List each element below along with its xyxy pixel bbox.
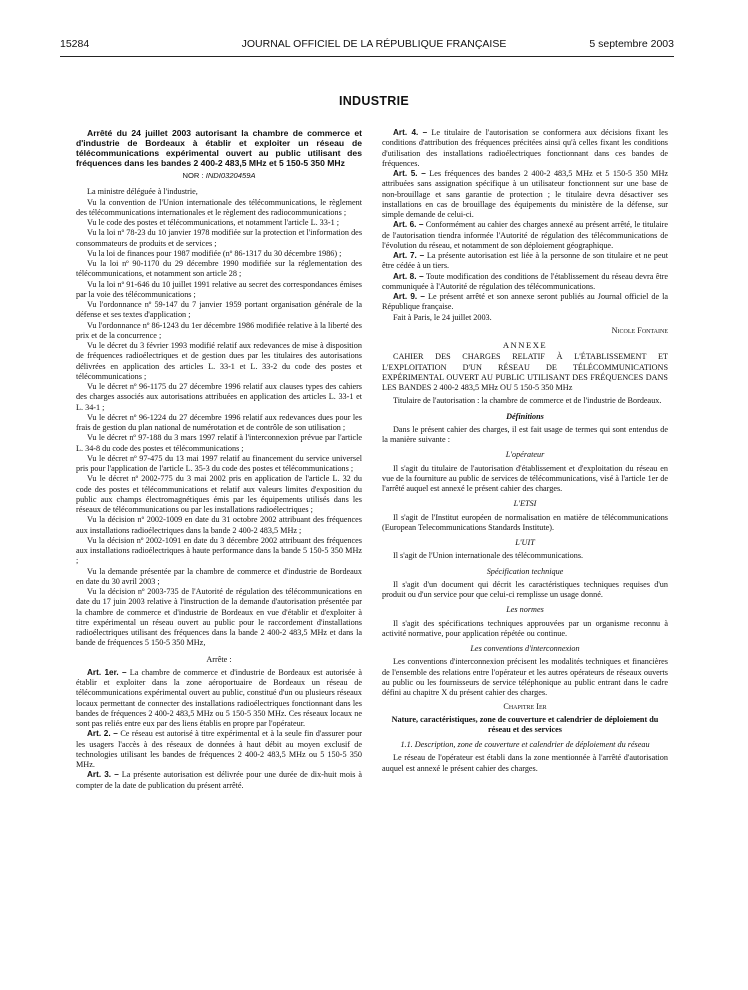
article-label: Art. 8. – xyxy=(393,271,424,281)
visa-paragraph: Vu le décret nº 97-188 du 3 mars 1997 relatif à l'interconnexion prévue par l'article L. 34-8 du code des postes et télécommunications ; xyxy=(76,433,362,453)
article-label: Art. 4. – xyxy=(393,128,428,137)
definition-term: L'ETSI xyxy=(513,499,537,509)
signature: Nicole Fontaine xyxy=(611,325,668,335)
decree-title: Arrêté du 24 juillet 2003 autorisant la chambre de commerce et d'industrie de Bordeaux à établir et exploiter un réseau de télécommunications expérimental ouvert au public utilisant des fréquences dans les bandes 2 400-2 483,5 MHz et 5 150-5 350 MHz xyxy=(76,128,362,168)
place-date: Fait à Paris, le 24 juillet 2003. xyxy=(393,312,492,322)
journal-title: JOURNAL OFFICIEL DE LA RÉPUBLIQUE FRANÇAISE xyxy=(241,38,507,50)
article-text: Conformément au cahier des charges annexé au présent arrêté, le titulaire de l'autorisation tiendra informée l'Autorité de régulation des télécommunications de l'évolution du réseau, et notamment de son déploiement géographique. xyxy=(382,220,668,250)
visa-paragraph: Vu la convention de l'Union internationale des télécommunications, le règlement des télécommunications internationales et le règlement des radiocommunications ; xyxy=(76,197,362,217)
article xyxy=(382,292,668,313)
visa-paragraph: Vu la décision nº 2002-1091 en date du 3 décembre 2002 attribuant des fréquences aux installations radioélectriques à haute performance dans la bande 5 150-5 350 MHz ; xyxy=(76,535,362,566)
article-label: Art. 9. – xyxy=(393,292,425,301)
visa-paragraph: Vu le décret nº 2002-775 du 3 mai 2002 pris en application de l'article L. 32 du code des postes et télécommunications et relatif aux valeurs limites d'exposition du public aux champs électromagnétiques émis par les équipements utilisés dans les réseaux de télécommunications ou par les installations radioélectriques ; xyxy=(76,474,362,514)
definition-text: Il s'agit du titulaire de l'autorisation d'établissement et d'exploitation du réseau en vue de la fourniture au public de services de télécommunications, visé à l'article 1er de l'arrêté auquel est annexé le présent cahier des charges. xyxy=(382,463,668,493)
definition-text: Les conventions d'interconnexion précisent les modalités techniques et financières de l'ensemble des relations entre l'opérateur et les autres opérateurs de réseaux ouverts au public ou les fournisseurs de service téléphonique au public entrant dans le cadre défini au chapitre X du présent cahier des charges. xyxy=(382,657,668,697)
article xyxy=(382,272,668,293)
definition-text: Il s'agit de l'Union internationale des télécommunications. xyxy=(393,551,584,561)
arrete-label: Arrête : xyxy=(206,654,232,664)
article-label: Art. 1er. – xyxy=(87,667,127,677)
article-label: Art. 7. – xyxy=(393,251,425,260)
visa-paragraph: Vu la loi nº 90-1170 du 29 décembre 1990 modifiée sur la réglementation des télécommunications, et notamment son article 28 ; xyxy=(76,259,362,279)
subsection-title: 1.1. Description, zone de couverture et calendrier de déploiement du réseau xyxy=(400,740,650,749)
nor-value: INDI0320459A xyxy=(205,171,256,180)
definition-text: Il s'agit des spécifications techniques approuvées par un organisme reconnu à activité normative, pour application répétée ou continue. xyxy=(382,618,668,638)
article-label: Art. 3. – xyxy=(87,770,119,780)
article xyxy=(76,729,362,770)
visa-paragraph: Vu la loi de finances pour 1987 modifiée (nº 86-1317 du 30 décembre 1986) ; xyxy=(87,248,342,258)
visa-paragraph: La ministre déléguée à l'industrie, xyxy=(87,187,198,197)
visa-paragraph: Vu la décision nº 2003-735 de l'Autorité de régulation des télécommunications en date du 17 juin 2003 relative à l'instruction de la demande d'autorisation présentée par la chambre de commerce et d'industrie de Bordeaux en vue d'établir et d'exploiter à titre expérimental un réseau ouvert au public pour le raccordement d'installations radioélectriques utilisant des fréquences dans la bande 2 400-2 483,5 MHz et dans la bande de fréquences 5 150-5 350 MHz, xyxy=(76,587,362,648)
article-text: La chambre de commerce et d'industrie de Bordeaux est autorisée à établir et exploiter dans la zone aéroportuaire de Bordeaux un réseau de télécommunications expérimental ouvert au public, constitué d'un ou plusieurs réseaux locaux permettant de connecter des installations radioélectriques fonctionnant dans les bandes de fréquences 2 400-2 483,5 MHz ou 5 150-5 350 MHz. Ces réseaux locaux ne sont pas reliés entre eux par des liens établis en propre par l'opérateur. xyxy=(76,667,362,728)
annexe-title: ANNEXE xyxy=(502,340,548,350)
visa-paragraph: Vu la loi nº 91-646 du 10 juillet 1991 relative au secret des correspondances émises par la voie des télécommunications ; xyxy=(76,279,362,299)
nor-label: NOR : xyxy=(182,171,204,180)
definition-term: Les normes xyxy=(506,605,544,615)
article xyxy=(76,770,362,791)
annexe-heading: CAHIER DES CHARGES RELATIF À L'ÉTABLISSEMENT ET L'EXPLOITATION D'UN RÉSEAU DE TÉLÉCOMMUNICATIONS EXPÉRIMENTAL OUVERT AU PUBLIC UTILISANT DES FRÉQUENCES DANS LES BANDES 2 400-2 483,5 MHz OU 5 150-5 350 MHz xyxy=(382,352,668,392)
section-title: INDUSTRIE xyxy=(338,94,410,108)
header-rule xyxy=(60,56,674,57)
visa-paragraph: Vu la demande présentée par la chambre de commerce et d'industrie de Bordeaux en date du 30 avril 2003 ; xyxy=(76,566,362,586)
article-text: Le titulaire de l'autorisation se conformera aux décisions fixant les conditions d'attribution des fréquences précitées ainsi qu'à celles fixant les conditions d'utilisation des installations radioélectriques fonctionnant dans ces bandes de fréquences. xyxy=(382,128,668,168)
definitions-list xyxy=(382,450,668,698)
article-label: Art. 2. – xyxy=(87,729,118,739)
article-text: La présente autorisation est liée à la personne de son titulaire et ne peut être cédée à un tiers. xyxy=(382,251,668,271)
definition-term: L'opérateur xyxy=(505,450,545,460)
article-label: Art. 6. – xyxy=(393,220,424,230)
article-text: Ce réseau est autorisé à titre expérimental et à la seule fin d'assurer pour les usagers l'accès à des réseaux de données à haut débit au moyen exclusif de technologies utilisant les bandes de fréquences 2 400-2 483,5 MHz ou 5 150-5 350 MHz. xyxy=(76,729,362,769)
visa-paragraph: Vu la loi nº 78-23 du 10 janvier 1978 modifiée sur la protection et l'information des consommateurs de produits et de services ; xyxy=(76,228,362,248)
article-text: Les fréquences des bandes 2 400-2 483,5 MHz et 5 150-5 350 MHz attribuées sans assignation spécifique à un utilisateur fonctionnent sur une base de non-brouillage et sans garantie de protection ; le titulaire devra désactiver ses installations en cas de brouillage des équipements du ministère de la défense, sur simple demande de celui-ci. xyxy=(382,169,668,219)
article xyxy=(382,169,668,220)
visa-paragraph: Vu l'ordonnance nº 86-1243 du 1er décembre 1986 modifiée relative à la liberté des prix et de la concurrence ; xyxy=(76,320,362,340)
article-text: Toute modification des conditions de l'établissement du réseau devra être communiquée à l'Autorité de régulation des télécommunications. xyxy=(382,271,668,291)
page-header xyxy=(0,38,748,52)
visa-paragraph: Vu le décret nº 96-1175 du 27 décembre 1996 relatif aux clauses types des cahiers des charges associés aux autorisations attribuées en application des articles L. 33-1 et L. 34-1 ; xyxy=(76,382,362,412)
nor-reference xyxy=(76,171,362,181)
article-label: Art. 5. – xyxy=(393,169,426,178)
visa-paragraph: Vu le décret du 3 février 1993 modifié relatif aux redevances de mise à disposition de fréquences radioélectriques et de gestion dues par les titulaires des autorisations délivrées en application des articles L. 33-1 et L. 33-2 du code des postes et télécommunications ; xyxy=(76,341,362,381)
chapter-title: Nature, caractéristiques, zone de couverture et calendrier de déploiement du réseau et des services xyxy=(391,714,659,734)
right-column xyxy=(382,128,668,774)
article-text: La présente autorisation est délivrée pour une durée de dix-huit mois à compter de la date de publication du présent arrêté. xyxy=(76,770,363,790)
definition-term: Spécification technique xyxy=(486,566,564,576)
left-column xyxy=(76,128,362,791)
visa-paragraph: Vu l'ordonnance nº 59-147 du 7 janvier 1959 portant organisation générale de la défense et ses textes d'application ; xyxy=(76,300,362,320)
visa-paragraph: Vu le décret nº 97-475 du 13 mai 1997 relatif au financement du service universel pris pour l'application de l'article L. 35-3 du code des postes et télécommunications ; xyxy=(76,453,362,473)
article xyxy=(382,251,668,272)
issue-date: 5 septembre 2003 xyxy=(589,38,674,50)
page-number: 15284 xyxy=(60,38,90,50)
visas-list xyxy=(76,187,362,648)
right-articles xyxy=(382,128,668,313)
titulaire: Titulaire de l'autorisation : la chambre de commerce et de l'industrie de Bordeaux. xyxy=(393,396,662,406)
article xyxy=(382,220,668,251)
article-text: Le présent arrêté et son annexe seront publiés au Journal officiel de la République française. xyxy=(382,292,668,312)
visa-paragraph: Vu le décret nº 96-1224 du 27 décembre 1996 relatif aux redevances dues pour les frais de gestion du plan national de numérotation et de contrôle de son utilisation ; xyxy=(76,412,362,432)
article xyxy=(76,668,362,730)
article xyxy=(382,128,668,169)
definitions-intro: Dans le présent cahier des charges, il est fait usage de termes qui sont entendus de la manière suivante : xyxy=(382,424,668,444)
definition-term: L'UIT xyxy=(515,538,535,547)
definitions-title: Définitions xyxy=(506,411,544,421)
definition-term: Les conventions d'interconnexion xyxy=(470,644,580,653)
left-articles xyxy=(76,668,362,791)
visa-paragraph: Vu la décision nº 2002-1009 en date du 31 octobre 2002 attribuant des fréquences aux installations radioélectriques dans la bande 2 400-2 483,5 MHz ; xyxy=(76,515,362,535)
definition-text: Il s'agit de l'Institut européen de normalisation en matière de télécommunications (European Telecommunications Standards Institute). xyxy=(382,512,668,532)
chapter-label: Chapitre Ier xyxy=(503,702,547,712)
subsection-text: Le réseau de l'opérateur est établi dans la zone mentionnée à l'arrêté d'autorisation auquel est annexé le présent cahier des charges. xyxy=(382,753,668,773)
definition-text: Il s'agit d'un document qui décrit les caractéristiques techniques requises d'un produit ou d'un service pour que celui-ci remplisse un usage donné. xyxy=(382,579,668,599)
visa-paragraph: Vu le code des postes et télécommunications, et notamment l'article L. 33-1 ; xyxy=(87,218,339,227)
